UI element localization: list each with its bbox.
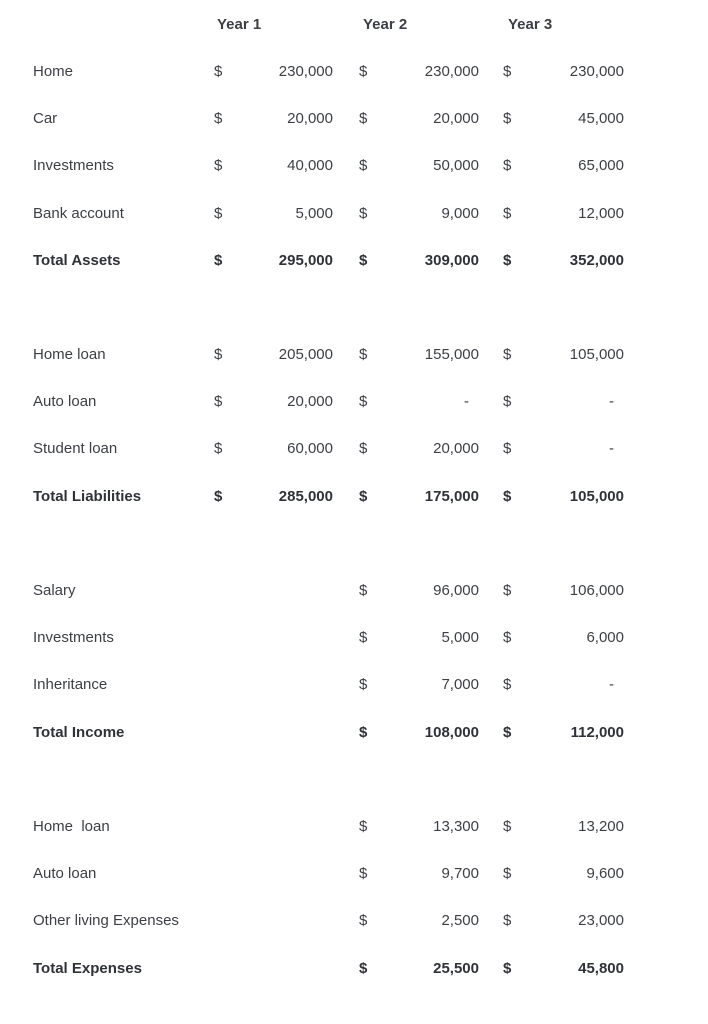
cell-value: 40,000 bbox=[287, 157, 333, 174]
currency-symbol: $ bbox=[503, 252, 512, 269]
row-label: Bank account bbox=[33, 205, 124, 222]
row-label: Total Assets bbox=[33, 252, 121, 269]
table-row bbox=[0, 110, 708, 130]
year-2-header: Year 2 bbox=[363, 16, 408, 33]
currency-symbol: $ bbox=[359, 818, 368, 835]
currency-symbol: $ bbox=[503, 724, 512, 741]
cell-value: 7,000 bbox=[441, 676, 479, 693]
currency-symbol: $ bbox=[214, 440, 223, 457]
currency-symbol: $ bbox=[503, 440, 512, 457]
cell-value: 20,000 bbox=[287, 110, 333, 127]
currency-symbol: $ bbox=[503, 205, 512, 222]
cell-value: 12,000 bbox=[578, 205, 624, 222]
cell-value: 60,000 bbox=[287, 440, 333, 457]
table-row bbox=[0, 440, 708, 460]
row-label: Other living Expenses bbox=[33, 912, 179, 929]
currency-symbol: $ bbox=[359, 440, 368, 457]
cell-value: 295,000 bbox=[278, 252, 333, 269]
table-row bbox=[0, 582, 708, 602]
currency-symbol: $ bbox=[359, 157, 368, 174]
currency-symbol: $ bbox=[359, 110, 368, 127]
cell-value: 5,000 bbox=[441, 629, 479, 646]
currency-symbol: $ bbox=[503, 488, 512, 505]
row-label: Student loan bbox=[33, 440, 118, 457]
row-label: Total Liabilities bbox=[33, 488, 142, 505]
cell-value: 20,000 bbox=[433, 440, 479, 457]
year-3-header: Year 3 bbox=[508, 16, 553, 33]
cell-value: 20,000 bbox=[287, 393, 333, 410]
currency-symbol: $ bbox=[503, 912, 512, 929]
cell-value: - bbox=[609, 393, 614, 410]
currency-symbol: $ bbox=[359, 912, 368, 929]
row-label: Home loan bbox=[33, 818, 110, 835]
cell-value: 45,800 bbox=[578, 960, 624, 977]
row-label: Total Income bbox=[33, 724, 125, 741]
table-row bbox=[0, 676, 708, 696]
cell-value: 106,000 bbox=[569, 582, 624, 599]
currency-symbol: $ bbox=[359, 676, 368, 693]
cell-value: 9,600 bbox=[586, 865, 624, 882]
currency-symbol: $ bbox=[359, 346, 368, 363]
table-row bbox=[0, 912, 708, 932]
row-label: Total Expenses bbox=[33, 960, 142, 977]
currency-symbol: $ bbox=[214, 488, 223, 505]
row-label: Home bbox=[33, 63, 74, 80]
cell-value: 45,000 bbox=[578, 110, 624, 127]
total-row bbox=[0, 488, 708, 508]
currency-symbol: $ bbox=[503, 960, 512, 977]
currency-symbol: $ bbox=[359, 205, 368, 222]
cell-value: 230,000 bbox=[278, 63, 333, 80]
cell-value: 25,500 bbox=[433, 960, 479, 977]
cell-value: 112,000 bbox=[570, 724, 624, 741]
row-label: Salary bbox=[33, 582, 76, 599]
table-row bbox=[0, 157, 708, 177]
table-row bbox=[0, 346, 708, 366]
cell-value: 309,000 bbox=[424, 252, 479, 269]
cell-value: 105,000 bbox=[569, 346, 624, 363]
cell-value: 105,000 bbox=[569, 488, 624, 505]
cell-value: 230,000 bbox=[569, 63, 624, 80]
year-1-header: Year 1 bbox=[217, 16, 262, 33]
row-label: Auto loan bbox=[33, 393, 97, 410]
cell-value: - bbox=[464, 393, 469, 410]
currency-symbol: $ bbox=[503, 865, 512, 882]
cell-value: 50,000 bbox=[433, 157, 479, 174]
cell-value: 5,000 bbox=[295, 205, 333, 222]
currency-symbol: $ bbox=[359, 63, 368, 80]
currency-symbol: $ bbox=[214, 63, 223, 80]
currency-symbol: $ bbox=[503, 63, 512, 80]
row-label: Car bbox=[33, 110, 58, 127]
row-label: Investments bbox=[33, 157, 114, 174]
cell-value: 2,500 bbox=[441, 912, 479, 929]
cell-value: 205,000 bbox=[278, 346, 333, 363]
currency-symbol: $ bbox=[214, 252, 223, 269]
cell-value: 175,000 bbox=[424, 488, 479, 505]
currency-symbol: $ bbox=[359, 629, 368, 646]
currency-symbol: $ bbox=[214, 205, 223, 222]
total-row bbox=[0, 960, 708, 980]
currency-symbol: $ bbox=[503, 629, 512, 646]
currency-symbol: $ bbox=[503, 818, 512, 835]
currency-symbol: $ bbox=[503, 110, 512, 127]
total-row bbox=[0, 252, 708, 272]
row-label: Auto loan bbox=[33, 865, 97, 882]
currency-symbol: $ bbox=[503, 676, 512, 693]
table-row bbox=[0, 63, 708, 83]
cell-value: 65,000 bbox=[578, 157, 624, 174]
currency-symbol: $ bbox=[359, 724, 368, 741]
cell-value: 96,000 bbox=[433, 582, 479, 599]
currency-symbol: $ bbox=[503, 346, 512, 363]
currency-symbol: $ bbox=[503, 157, 512, 174]
table-row bbox=[0, 865, 708, 885]
cell-value: 9,000 bbox=[441, 205, 479, 222]
table-row bbox=[0, 818, 708, 838]
total-row bbox=[0, 724, 708, 744]
table-row bbox=[0, 393, 708, 413]
cell-value: - bbox=[609, 676, 614, 693]
cell-value: 9,700 bbox=[441, 865, 479, 882]
row-label: Inheritance bbox=[33, 676, 108, 693]
currency-symbol: $ bbox=[503, 582, 512, 599]
currency-symbol: $ bbox=[503, 393, 512, 410]
cell-value: 285,000 bbox=[278, 488, 333, 505]
cell-value: 108,000 bbox=[424, 724, 479, 741]
cell-value: 6,000 bbox=[586, 629, 624, 646]
cell-value: 13,300 bbox=[433, 818, 479, 835]
table-row bbox=[0, 205, 708, 225]
currency-symbol: $ bbox=[214, 393, 223, 410]
cell-value: 13,200 bbox=[578, 818, 624, 835]
currency-symbol: $ bbox=[214, 346, 223, 363]
currency-symbol: $ bbox=[359, 252, 368, 269]
row-label: Home loan bbox=[33, 346, 106, 363]
currency-symbol: $ bbox=[359, 393, 368, 410]
table-row bbox=[0, 629, 708, 649]
cell-value: - bbox=[609, 440, 614, 457]
cell-value: 352,000 bbox=[569, 252, 624, 269]
cell-value: 20,000 bbox=[433, 110, 479, 127]
currency-symbol: $ bbox=[214, 157, 223, 174]
row-label: Investments bbox=[33, 629, 114, 646]
cell-value: 230,000 bbox=[424, 63, 479, 80]
currency-symbol: $ bbox=[359, 582, 368, 599]
cell-value: 23,000 bbox=[578, 912, 624, 929]
currency-symbol: $ bbox=[359, 865, 368, 882]
currency-symbol: $ bbox=[359, 960, 368, 977]
currency-symbol: $ bbox=[214, 110, 223, 127]
cell-value: 155,000 bbox=[424, 346, 479, 363]
currency-symbol: $ bbox=[359, 488, 368, 505]
